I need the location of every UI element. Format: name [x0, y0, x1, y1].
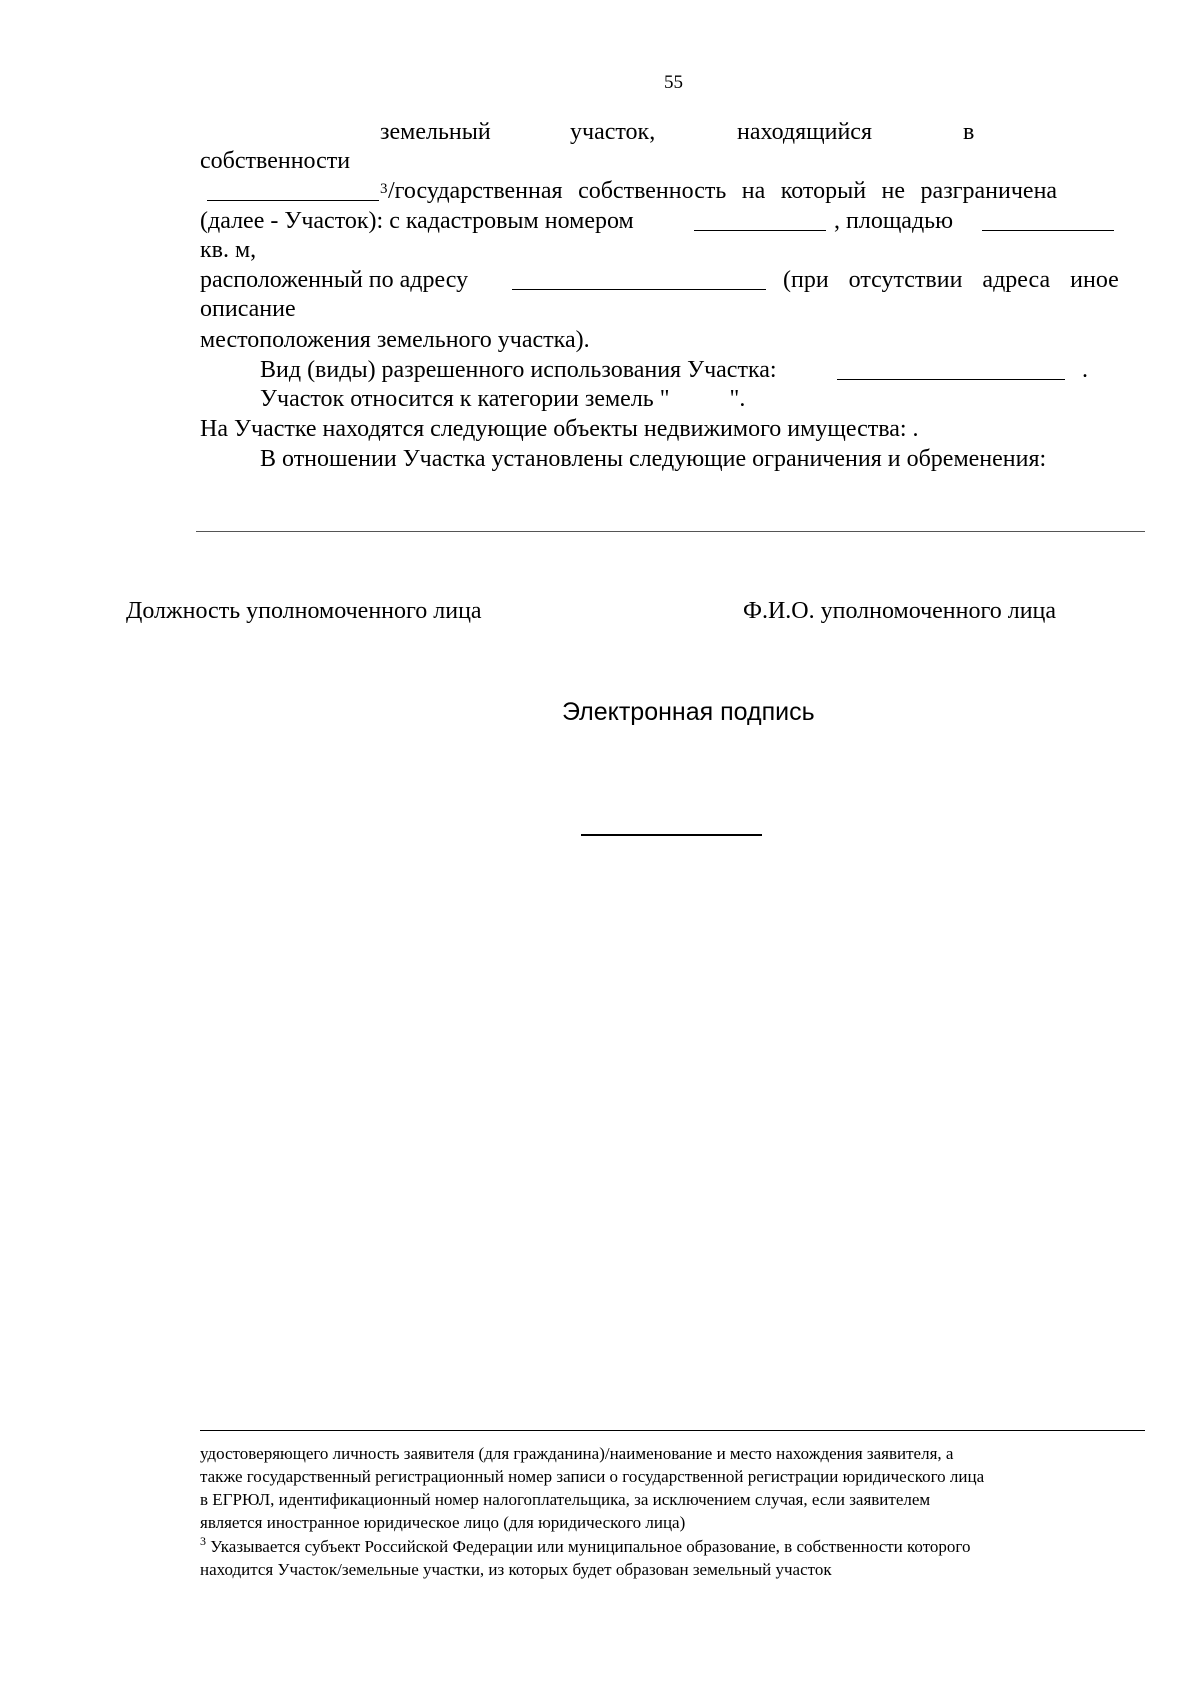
address-alt-text: (при отсутствии адреса иное	[783, 267, 1119, 293]
text-line-12: В отношении Участка установлены следующие ограничения и обременения:	[260, 446, 1047, 472]
word-zemelny: земельный	[380, 119, 491, 145]
cadastral-label: (далее - Участок): с кадастровым номером	[200, 208, 634, 234]
text-line-5: кв. м,	[200, 237, 257, 263]
owner-blank[interactable]	[207, 178, 379, 201]
text-line-2: собственности	[200, 148, 351, 174]
footnote-ref-3: 3	[380, 181, 388, 197]
text-line-10: Участок относится к категории земель " ".	[260, 386, 746, 412]
position-label: Должность уполномоченного лица	[126, 598, 482, 624]
signature-line	[581, 834, 762, 836]
page-number: 55	[664, 72, 683, 93]
footnote-3-line-1	[200, 1534, 971, 1558]
address-label: расположенный по адресу	[200, 267, 469, 293]
name-label: Ф.И.О. уполномоченного лица	[743, 598, 1057, 624]
area-blank[interactable]	[982, 208, 1114, 231]
address-blank[interactable]	[512, 267, 766, 290]
cadastral-number-blank[interactable]	[694, 208, 826, 231]
footnote-separator	[200, 1430, 1145, 1431]
footnote-1-line-1: удостоверяющего личность заявителя (для гражданина)/наименование и место нахождения заявителя, а	[200, 1444, 954, 1463]
footnote-1-line-3: в ЕГРЮЛ, идентификационный номер налогоплательщика, за исключением случая, если заявителем	[200, 1490, 931, 1509]
footnote-3-text: Указывается субъект Российской Федерации или муниципальное образование, в собственности которого	[206, 1537, 971, 1556]
area-label: , площадью	[834, 208, 954, 234]
footnote-1-line-2: также государственный регистрационный номер записи о государственной регистрации юридического лица	[200, 1467, 985, 1486]
permitted-use-label: Вид (виды) разрешенного использования Участка:	[260, 357, 777, 383]
word-uchastok: участок,	[570, 119, 656, 145]
footnote-3-line-2: находится Участок/земельные участки, из которых будет образован земельный участок	[200, 1560, 832, 1579]
text-line-8: местоположения земельного участка).	[200, 327, 590, 353]
word-nakhodyashchiysya: находящийся	[737, 119, 872, 145]
footnote-1-line-4: является иностранное юридическое лицо (для юридического лица)	[200, 1513, 686, 1532]
electronic-signature-label: Электронная подпись	[562, 698, 815, 726]
permitted-use-blank[interactable]	[837, 357, 1065, 380]
word-v: в	[963, 119, 975, 145]
state-ownership-text: /государственная собственность на который не разграничена	[388, 178, 1058, 204]
text-line-7: описание	[200, 296, 296, 322]
text-line-11: На Участке находятся следующие объекты недвижимого имущества: .	[200, 416, 919, 442]
footnote-3-mark: 3	[200, 1534, 206, 1548]
permitted-use-dot: .	[1082, 357, 1088, 383]
restrictions-line	[196, 531, 1145, 532]
